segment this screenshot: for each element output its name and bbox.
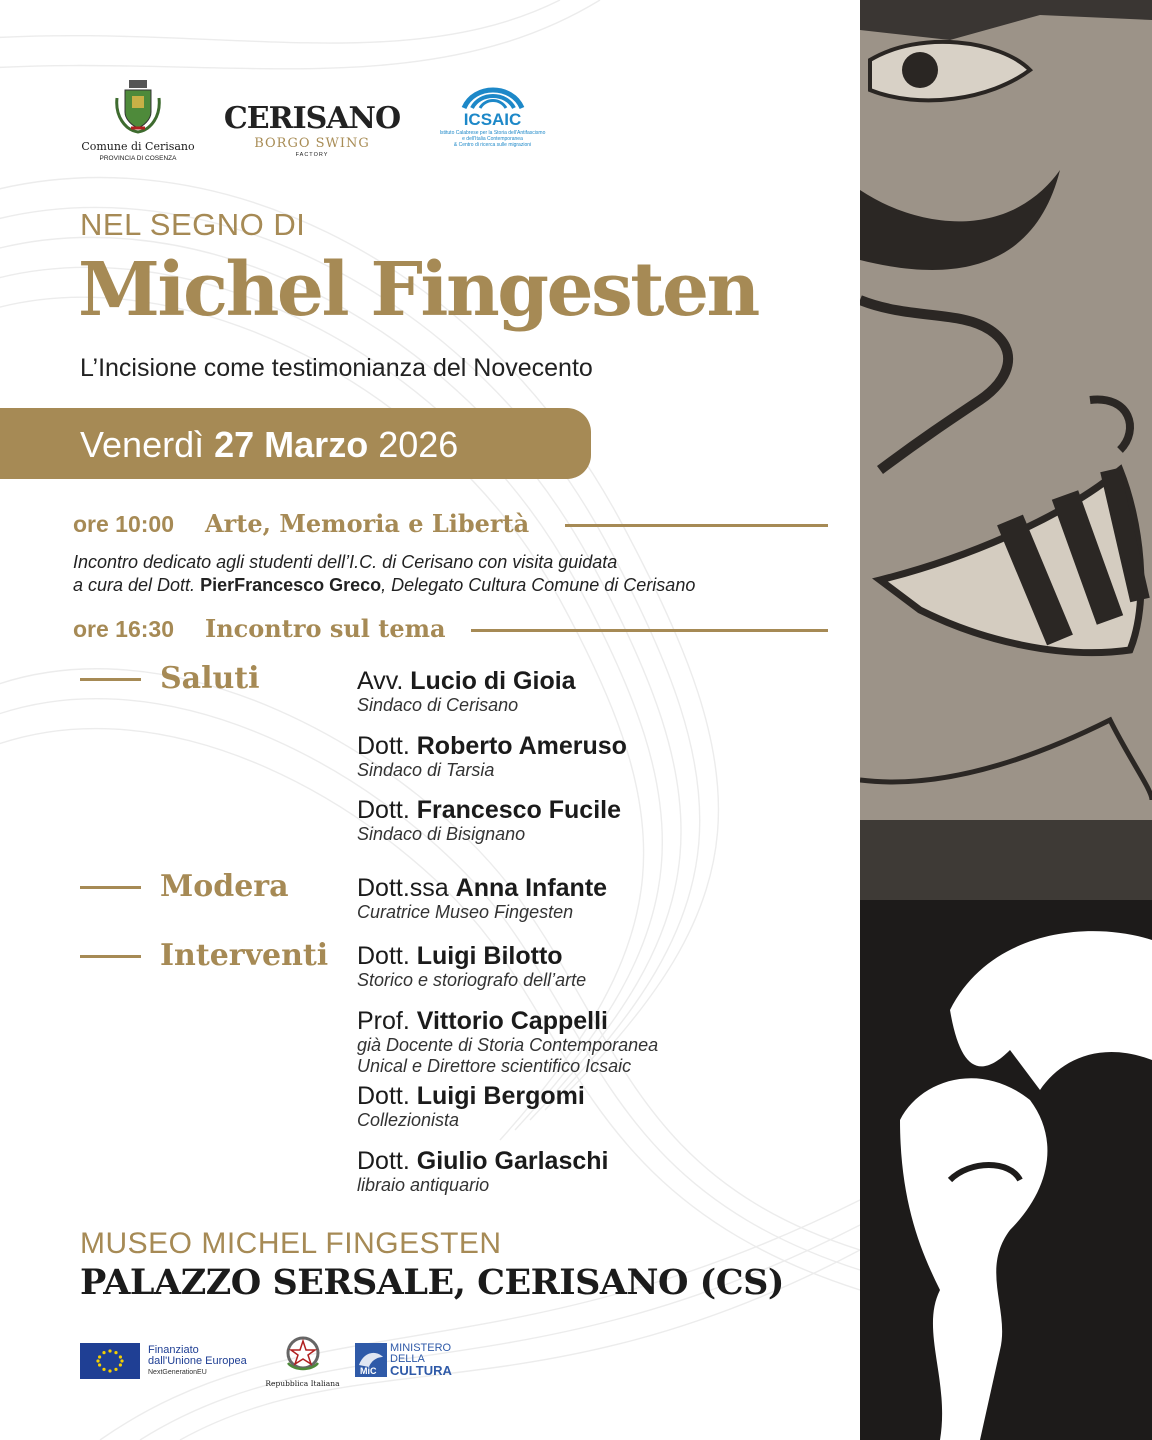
- museum-name: MUSEO MICHEL FINGESTEN: [80, 1227, 502, 1260]
- title-kicker: NEL SEGNO DI: [80, 207, 306, 242]
- speaker-name: Giulio Garlaschi: [416, 1147, 609, 1175]
- cerisano-logo-title: CERISANO: [223, 101, 401, 136]
- icsaic-logo-line1: Istituto Calabrese per la Storia dell'Antifascismo: [439, 130, 546, 136]
- speaker-role: libraio antiquario: [357, 1175, 490, 1195]
- speaker-title: Dott.: [357, 796, 410, 824]
- description-suffix: , Delegato Cultura Comune di Cerisano: [381, 575, 696, 595]
- speaker-role: Sindaco di Bisignano: [357, 824, 526, 844]
- cerisano-logo-subtitle: BORGO SWING: [254, 136, 370, 151]
- comune-logo: [78, 78, 198, 162]
- ministero-cultura-logo: [355, 1343, 495, 1379]
- session-morning: [73, 506, 828, 542]
- role-dash: [80, 678, 141, 681]
- mic-text: [390, 1343, 452, 1376]
- speaker-role: Storico e storiografo dell’arte: [357, 970, 587, 990]
- event-subtitle: L’Incisione come testimonianza del Novecento: [80, 354, 593, 382]
- role-label: Interventi: [160, 938, 329, 973]
- speaker-item: [357, 667, 576, 716]
- speaker-title: Dott.: [357, 1147, 410, 1175]
- description-line-2: [73, 574, 695, 597]
- icsaic-logo-title: ICSAIC: [463, 110, 522, 129]
- session-time: ore 10:00: [73, 511, 175, 537]
- role-label: Modera: [160, 869, 289, 904]
- speaker-name: Vittorio Cappelli: [416, 1007, 608, 1035]
- date-year: 2026: [378, 424, 459, 465]
- republic-emblem-icon: [282, 1333, 324, 1373]
- speaker-title: Dott.: [357, 732, 410, 760]
- session-title: Arte, Memoria e Libertà: [205, 509, 530, 538]
- venue-address: PALAZZO SERSALE, CERISANO (CS): [80, 1262, 784, 1303]
- speaker-name: Francesco Fucile: [416, 796, 621, 824]
- eu-flag-icon: [80, 1343, 140, 1379]
- republic-label: Repubblica Italiana: [265, 1379, 340, 1388]
- icsaic-arc-icon: [458, 82, 528, 110]
- session-afternoon: [73, 611, 828, 647]
- description-prefix: a cura del Dott.: [73, 575, 201, 595]
- mic-line-1: MINISTERO: [390, 1342, 452, 1354]
- eu-line-2: dall'Unione Europea: [148, 1355, 247, 1367]
- eu-funding-text: [148, 1345, 247, 1378]
- speaker-title: Dott.: [357, 942, 410, 970]
- event-title: Michel Fingesten: [78, 247, 758, 333]
- session-divider: [565, 524, 828, 527]
- role-dash: [80, 955, 141, 958]
- mic-line-2: DELLA: [390, 1353, 425, 1365]
- speaker-item: [357, 1147, 608, 1196]
- icsaic-logo-line3: & Centro di ricerca sulle migrazioni: [453, 142, 532, 148]
- speaker-role: Curatrice Museo Fingesten: [357, 902, 574, 922]
- comune-province: PROVINCIA DI COSENZA: [99, 155, 177, 162]
- cerisano-logo-factory: FACTORY: [295, 152, 329, 158]
- partner-logos: [70, 78, 570, 168]
- crest-icon: [113, 78, 163, 134]
- funding-logos: [80, 1333, 480, 1393]
- speaker-title: Avv.: [357, 667, 404, 695]
- speaker-name: Roberto Ameruso: [416, 732, 627, 760]
- speaker-name: Anna Infante: [455, 874, 608, 902]
- session-time: ore 16:30: [73, 616, 175, 642]
- mic-abbr: MiC: [360, 1366, 377, 1376]
- engraving-artwork: [860, 0, 1152, 1440]
- speaker-name: Luigi Bilotto: [416, 942, 563, 970]
- role-dash: [80, 886, 141, 889]
- speaker-item: [357, 1082, 585, 1131]
- speaker-title: Dott.: [357, 1082, 410, 1110]
- speaker-item: [357, 732, 627, 781]
- speaker-item: [357, 796, 621, 845]
- icsaic-logo: [425, 82, 560, 148]
- speaker-item: [357, 942, 586, 991]
- speaker-item: [357, 1007, 658, 1077]
- description-line-1: Incontro dedicato agli studenti dell’I.C. di Cerisano con visita guidata: [73, 552, 618, 572]
- cerisano-borgo-swing-logo: [222, 101, 402, 158]
- repubblica-italiana-logo: [265, 1333, 340, 1388]
- icsaic-logo-line2: e dell'Italia Contemporanea: [462, 136, 523, 142]
- event-date: [80, 424, 458, 466]
- eu-line-3: NextGenerationEU: [148, 1369, 207, 1376]
- speaker-item: [357, 874, 607, 923]
- date-day-month: 27 Marzo: [214, 424, 369, 465]
- speaker-role: Sindaco di Tarsia: [357, 760, 495, 780]
- mic-line-3: CULTURA: [390, 1363, 452, 1378]
- guide-name: PierFrancesco Greco: [200, 575, 382, 595]
- speaker-title: Dott.ssa: [357, 874, 449, 902]
- role-label: Saluti: [160, 661, 260, 696]
- date-day: Venerdì: [80, 424, 205, 465]
- speaker-role: Collezionista: [357, 1110, 460, 1130]
- speaker-role: Sindaco di Cerisano: [357, 695, 519, 715]
- speaker-name: Lucio di Gioia: [410, 667, 576, 695]
- eu-line-1: Finanziato: [148, 1344, 199, 1356]
- date-banner: [0, 408, 591, 479]
- speaker-title: Prof.: [357, 1007, 410, 1035]
- session-title: Incontro sul tema: [205, 614, 446, 643]
- speaker-name: Luigi Bergomi: [416, 1082, 585, 1110]
- mic-logo-icon: [355, 1343, 387, 1377]
- comune-name: Comune di Cerisano: [81, 140, 195, 153]
- session-morning-description: [73, 551, 695, 597]
- speaker-role: già Docente di Storia Contemporanea: [357, 1035, 659, 1055]
- session-divider: [471, 629, 828, 632]
- speaker-role-line-2: Unical e Direttore scientifico Icsaic: [357, 1056, 632, 1076]
